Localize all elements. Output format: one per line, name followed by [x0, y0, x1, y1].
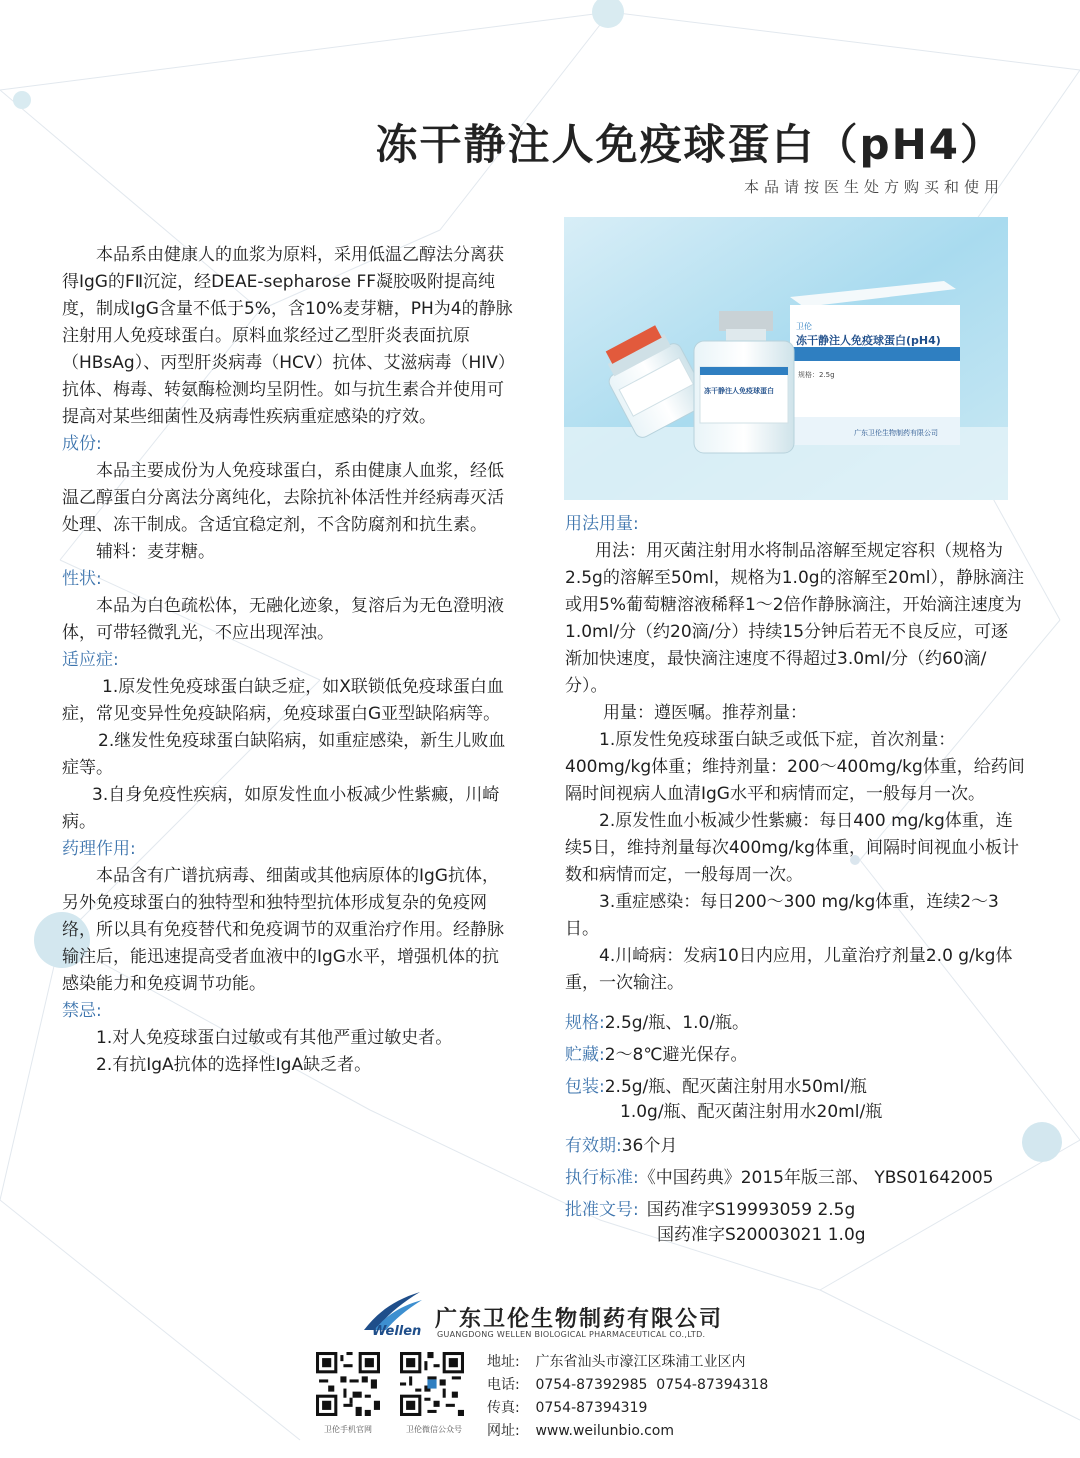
- product-box: [790, 281, 960, 445]
- product-photo: [564, 217, 1008, 500]
- approval-value: 国药准字S19993059 2.5g: [646, 1200, 856, 1220]
- standard-row: [565, 1166, 1025, 1191]
- appearance-heading: 性状:: [62, 569, 102, 589]
- address-row: [487, 1351, 768, 1374]
- box-spec: 规格：2.5g: [798, 371, 835, 379]
- web-row: [487, 1420, 768, 1443]
- phone-row: [487, 1374, 768, 1397]
- indication-item: 2.继发性免疫球蛋白缺陷病，如重症感染，新生儿败血症等。: [62, 731, 506, 778]
- logo-word: Wellen: [372, 1324, 422, 1339]
- box-name: 冻干静注人免疫球蛋白(pH4): [796, 334, 941, 347]
- qr2-caption: 卫伦微信公众号: [406, 1425, 462, 1434]
- excipient-text: 辅料：麦芽糖。: [96, 542, 215, 562]
- address-value: 广东省汕头市濠江区珠浦工业区内: [535, 1354, 746, 1370]
- usage-method: 用法：用灭菌注射用水将制品溶解至规定容积（规格为2.5g的溶解至50ml，规格为1.0g的溶解至20ml），静脉滴注或用5%葡萄糖溶液稀释1～2倍作静脉滴注，开始滴注速度为1.0ml/分（约20滴/分）持续15分钟后若无不良反应，可逐渐加快速度，最快滴注速度不得超过3.0ml/分（约60滴/分）。: [565, 541, 1024, 696]
- storage-value: 2～8℃避光保存。: [604, 1045, 748, 1065]
- indication-item: 3.自身免疫性疾病，如原发性血小板减少性紫癜，川崎病。: [62, 785, 500, 832]
- box-maker: 广东卫伦生物制药有限公司: [854, 429, 938, 437]
- company-name-cn: 广东卫伦生物制药有限公司: [435, 1307, 724, 1332]
- standard-value: 《中国药典》2015年版三部、 YBS01642005: [638, 1168, 994, 1188]
- vial-label: 冻干静注人免疫球蛋白: [704, 387, 774, 395]
- qr-code-website-icon: [316, 1352, 380, 1416]
- qr1-caption: 卫伦手机官网: [324, 1425, 372, 1434]
- pharmacology-text: 本品含有广谱抗病毒、细菌或其他病原体的IgG抗体，另外免疫球蛋白的独特型和独特型抗体形成复杂的免疫网络，所以具有免疫替代和免疫调节的双重治疗作用。经静脉输注后，能迅速提高受者血液中的IgG水平，增强机体的抗感染能力和免疫调节功能。: [62, 866, 504, 994]
- contraindication-item: 2.有抗IgA抗体的选择性IgA缺乏者。: [96, 1055, 372, 1075]
- dosage-item: 3.重症感染：每日200～300 mg/kg体重，连续2～3日。: [565, 892, 999, 939]
- company-name-en: GUANGDONG WELLEN BIOLOGICAL PHARMACEUTICAL CO.,LTD.: [437, 1330, 706, 1339]
- spec-row: [565, 1011, 1025, 1036]
- usage-heading: 用法用量:: [565, 514, 639, 534]
- page-title: 冻干静注人免疫球蛋白（pH4）: [375, 120, 1004, 169]
- dosage-intro: 用量：遵医嘱。推荐剂量：: [603, 703, 807, 723]
- qr-code-wechat-icon: [400, 1352, 464, 1416]
- right-column: [565, 511, 1025, 1248]
- storage-row: [565, 1043, 1025, 1068]
- validity-label: 有效期:: [565, 1136, 622, 1156]
- web-label: 网址:: [487, 1423, 520, 1439]
- storage-label: 贮藏:: [565, 1045, 605, 1065]
- dosage-item: 1.原发性免疫球蛋白缺乏或低下症，首次剂量：400mg/kg体重；维持剂量：200～400mg/kg体重，给药间隔时间视病人血清IgG水平和病情而定，一般每月一次。: [565, 730, 1025, 804]
- left-column: [62, 242, 514, 1079]
- package-value-2: 1.0g/瓶、配灭菌注射用水20ml/瓶: [620, 1102, 883, 1122]
- fax-value: 0754-87394319: [535, 1400, 648, 1416]
- spec-label: 规格:: [565, 1013, 605, 1033]
- appearance-text: 本品为白色疏松体，无融化迹象，复溶后为无色澄明液体，可带轻微乳光，不应出现浑浊。: [62, 596, 504, 643]
- fax-label: 传真:: [487, 1400, 520, 1416]
- contraindications-heading: 禁忌:: [62, 1001, 102, 1021]
- address-label: 地址:: [487, 1354, 520, 1370]
- standard-label: 执行标准:: [565, 1168, 639, 1188]
- contraindication-item: 1.对人免疫球蛋白过敏或有其他严重过敏史者。: [96, 1028, 453, 1048]
- approval-row: [565, 1198, 1025, 1223]
- prescription-note: 本品请按医生处方购买和使用: [743, 178, 1004, 196]
- spec-value: 2.5g/瓶、1.0/瓶。: [604, 1013, 750, 1033]
- package-value: 2.5g/瓶、配灭菌注射用水50ml/瓶: [604, 1077, 867, 1097]
- pharmacology-heading: 药理作用:: [62, 839, 136, 859]
- composition-heading: 成份:: [62, 434, 102, 454]
- package-row: [565, 1075, 1025, 1100]
- box-brand: 卫伦: [796, 322, 812, 331]
- phone-value: 0754-87392985 0754-87394318: [535, 1377, 769, 1393]
- approval-label: 批准文号:: [565, 1200, 639, 1220]
- indication-item: 1.原发性免疫球蛋白缺乏症，如X联锁低免疫球蛋白血症，常见变异性免疫缺陷病，免疫球蛋白G亚型缺陷病等。: [62, 677, 504, 724]
- validity-row: [565, 1134, 1025, 1159]
- fax-row: [487, 1397, 768, 1420]
- composition-text: 本品主要成份为人免疫球蛋白，系由健康人血浆，经低温乙醇蛋白分离法分离纯化，去除抗补体活性并经病毒灭活处理、冻干制成。含适宜稳定剂，不含防腐剂和抗生素。: [62, 461, 504, 535]
- package-label: 包装:: [565, 1077, 605, 1097]
- indications-heading: 适应症:: [62, 650, 119, 670]
- web-value[interactable]: www.weilunbio.com: [535, 1423, 675, 1439]
- dosage-item: 2.原发性血小板减少性紫癜：每日400 mg/kg体重，连续5日，维持剂量每次400mg/kg体重，间隔时间视血小板计数和病情而定，一般每周一次。: [565, 811, 1019, 885]
- dosage-item: 4.川崎病：发病10日内应用，儿童治疗剂量2.0 g/kg体重，一次输注。: [565, 946, 1013, 993]
- intro-paragraph: 本品系由健康人的血浆为原料，采用低温乙醇法分离获得IgG的FⅡ沉淀，经DEAE-sepharose FF凝胶吸附提高纯度，制成IgG含量不低于5%，含10%麦芽糖，PH为4的静脉注射用人免疫球蛋白。原料血浆经过乙型肝炎表面抗原（HBsAg）、丙型肝炎病毒（HCV）抗体、艾滋病毒（HIV）抗体、梅毒、转氨酶检测均呈阴性。如与抗生素合并使用可提高对某些细菌性及病毒性疾病重症感染的疗效。: [62, 245, 513, 427]
- phone-label: 电话:: [487, 1377, 520, 1393]
- approval-value-2: 国药准字S20003021 1.0g: [657, 1225, 866, 1245]
- validity-value: 36个月: [621, 1136, 678, 1156]
- contact-info: [487, 1351, 768, 1443]
